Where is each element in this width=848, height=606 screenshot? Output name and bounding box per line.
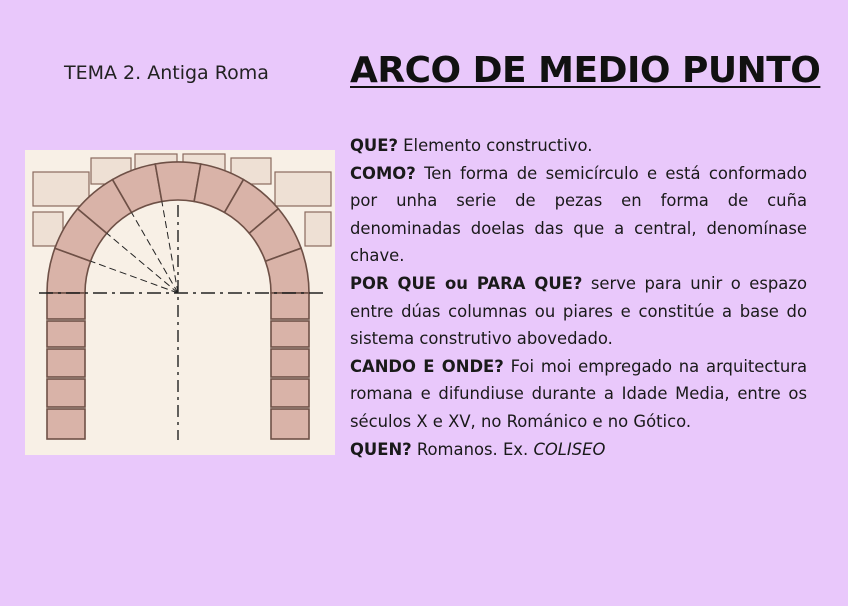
section-paragraph xyxy=(350,436,807,464)
section-label: POR QUE ou PARA QUE? xyxy=(350,273,583,293)
description-text xyxy=(350,132,807,463)
section-label: QUEN? xyxy=(350,439,412,459)
section-body: Ten forma de semicírculo e está conformado por unha serie de pezas en forma de cuña denominadas doelas das que a central, denomínase chave. xyxy=(350,163,807,266)
section-paragraph xyxy=(350,132,807,160)
arch-illustration xyxy=(25,150,335,455)
construction-ray xyxy=(132,212,179,293)
section-label: CANDO E ONDE? xyxy=(350,356,504,376)
example-name: COLISEO xyxy=(533,439,606,459)
construction-ray xyxy=(91,261,178,293)
section-label: QUE? xyxy=(350,136,398,155)
construction-ray xyxy=(107,233,178,293)
arch-drawing xyxy=(25,150,335,455)
section-label: COMO? xyxy=(350,163,416,183)
page-title: ARCO DE MEDIO PUNTO xyxy=(350,50,821,91)
section-body: Foi moi empregado na arquitectura romana e difundiuse durante a Idade Media, entre os séculos X e XV, no Románico e no Gótico. xyxy=(350,356,808,431)
section-body: Romanos. Ex. xyxy=(411,439,534,459)
voussoir-stone xyxy=(155,162,200,201)
section-body: serve para unir o espazo entre dúas columnas ou piares e constitúe a base do sistema construtivo abovedado. xyxy=(350,273,807,349)
topic-subtitle: TEMA 2. Antiga Roma xyxy=(64,62,269,84)
section-paragraph xyxy=(350,353,807,436)
section-paragraph xyxy=(350,160,807,270)
section-body: Elemento constructivo. xyxy=(397,136,593,155)
section-paragraph xyxy=(350,270,807,353)
